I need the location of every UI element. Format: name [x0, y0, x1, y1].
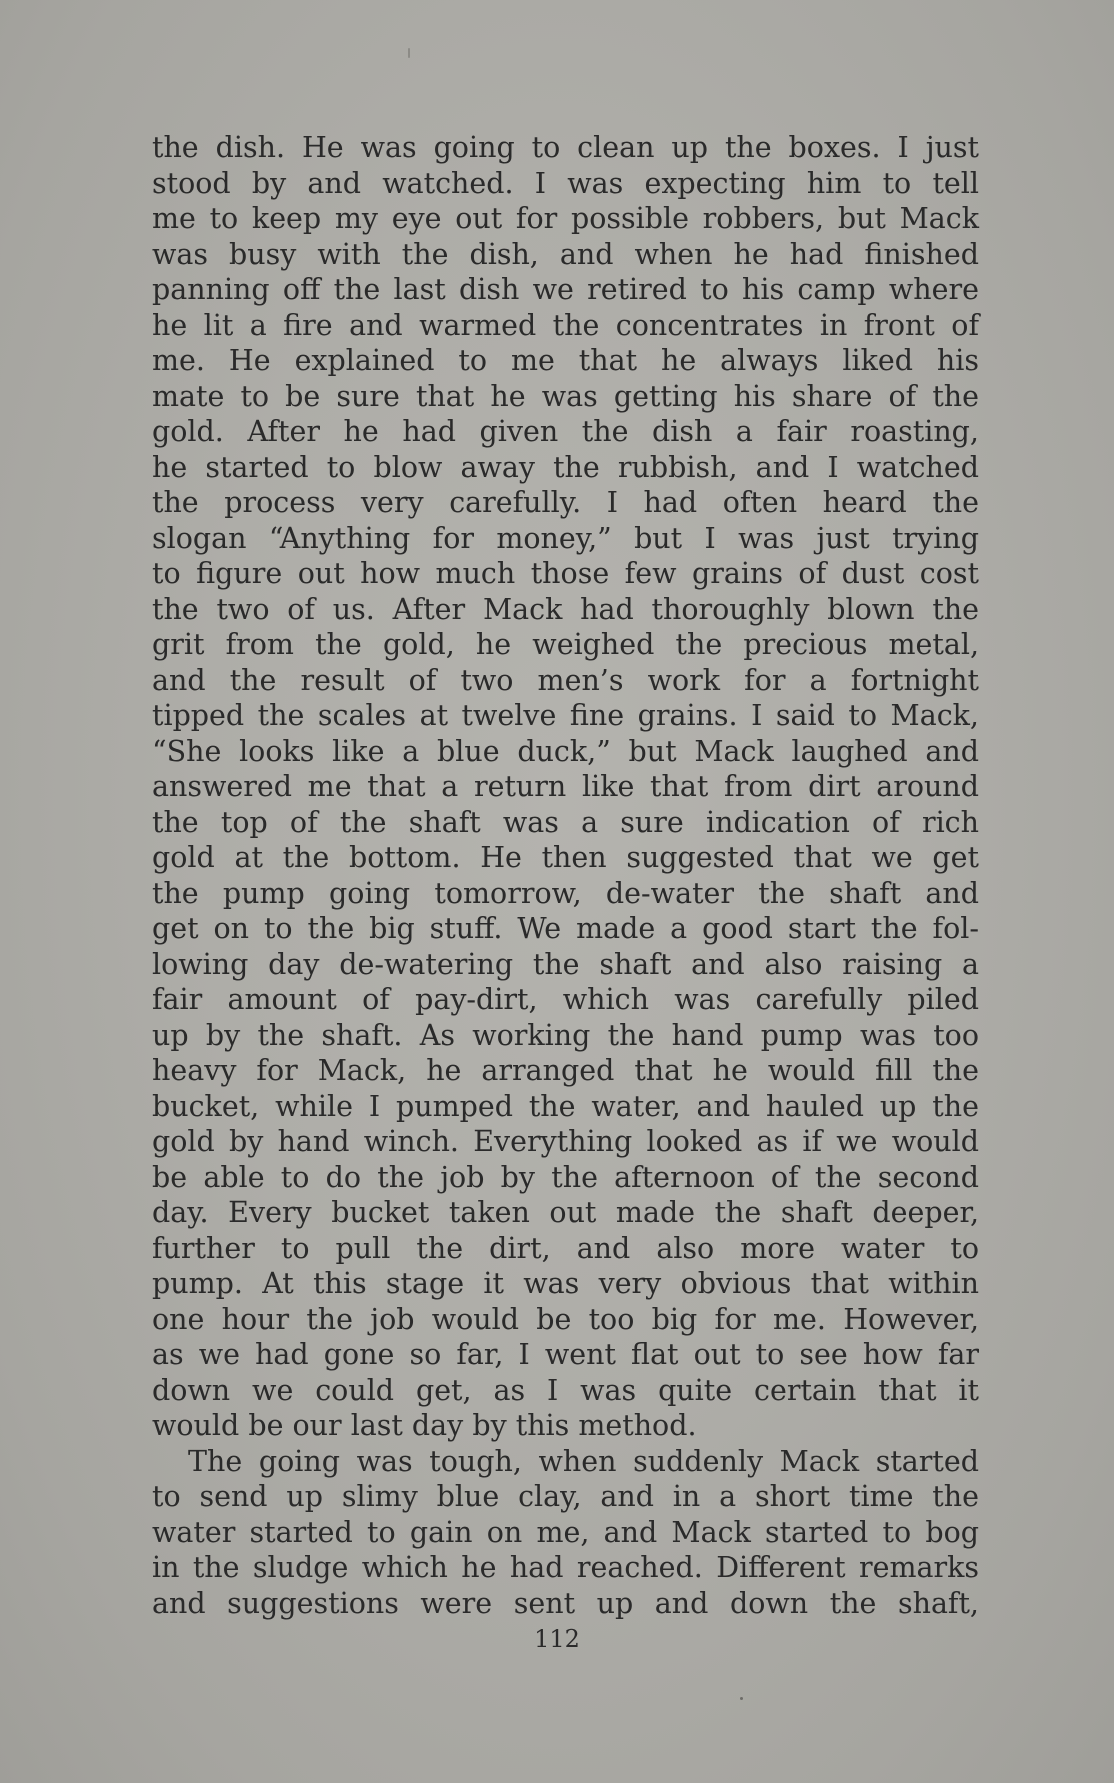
text-line: the process very carefully. I had often heard the: [152, 486, 979, 519]
text-line: answered me that a return like that from dirt around: [152, 770, 979, 803]
text-line: the dish. He was going to clean up the boxes. I just: [152, 131, 979, 164]
text-line: get on to the big stuff. We made a good start the fol-: [152, 912, 979, 945]
text-line: panning off the last dish we retired to his camp where: [152, 273, 979, 306]
text-line: me. He explained to me that he always liked his: [152, 344, 979, 377]
text-line: up by the shaft. As working the hand pump was too: [152, 1018, 979, 1052]
text-line: as we had gone so far, I went flat out to see how far: [152, 1338, 979, 1371]
paragraph-start-line: The going was tough, when suddenly Mack started: [188, 1444, 979, 1478]
text-line: heavy for Mack, he arranged that he would fill the: [152, 1054, 979, 1087]
text-line: and suggestions were sent up and down the shaft,: [152, 1586, 979, 1620]
text-line: gold at the bottom. He then suggested that we get: [152, 841, 979, 874]
text-line: mate to be sure that he was getting his share of the: [152, 379, 979, 413]
text-line: bucket, while I pumped the water, and hauled up the: [152, 1089, 979, 1123]
text-line: one hour the job would be too big for me. However,: [152, 1302, 979, 1336]
text-line: and the result of two men’s work for a fortnight: [152, 663, 979, 697]
text-line: the two of us. After Mack had thoroughly blown the: [152, 592, 979, 626]
text-line: “She looks like a blue duck,” but Mack laughed and: [152, 734, 979, 768]
paper-speck: [408, 48, 410, 58]
body-text: [152, 130, 979, 1621]
text-line: be able to do the job by the afternoon of the second: [152, 1160, 979, 1194]
text-line: further to pull the dirt, and also more water to: [152, 1231, 979, 1265]
text-line: water started to gain on me, and Mack started to bog: [152, 1515, 979, 1549]
text-line: gold. After he had given the dish a fair roasting,: [152, 415, 979, 448]
text-line: he lit a fire and warmed the concentrates in front of: [152, 308, 979, 342]
text-line: me to keep my eye out for possible robbers, but Mack: [152, 202, 979, 235]
text-line: to send up slimy blue clay, and in a short time the: [152, 1480, 979, 1513]
text-line: in the sludge which he had reached. Different remarks: [152, 1551, 979, 1584]
paper-speck: [740, 1697, 743, 1700]
text-line: stood by and watched. I was expecting him to tell: [152, 166, 979, 200]
text-line: to figure out how much those few grains of dust cost: [152, 557, 979, 590]
text-line: day. Every bucket taken out made the shaft deeper,: [152, 1196, 979, 1229]
text-line: the pump going tomorrow, de-water the shaft and: [152, 876, 979, 910]
page-number: 112: [534, 1625, 580, 1653]
text-line: slogan “Anything for money,” but I was just trying: [152, 521, 979, 555]
text-line: gold by hand winch. Everything looked as if we would: [152, 1125, 979, 1158]
text-line: fair amount of pay-dirt, which was carefully piled: [152, 983, 979, 1016]
text-line: grit from the gold, he weighed the precious metal,: [152, 628, 979, 661]
text-line: lowing day de-watering the shaft and also raising a: [152, 947, 979, 981]
text-line: was busy with the dish, and when he had finished: [152, 237, 979, 271]
paragraph-end-line: would be our last day by this method.: [152, 1409, 697, 1442]
text-line: tipped the scales at twelve fine grains. I said to Mack,: [152, 699, 979, 732]
text-line: the top of the shaft was a sure indication of rich: [152, 805, 979, 839]
text-line: down we could get, as I was quite certain that it: [152, 1373, 979, 1407]
text-line: pump. At this stage it was very obvious that within: [152, 1267, 979, 1300]
text-line: he started to blow away the rubbish, and I watched: [152, 450, 979, 484]
